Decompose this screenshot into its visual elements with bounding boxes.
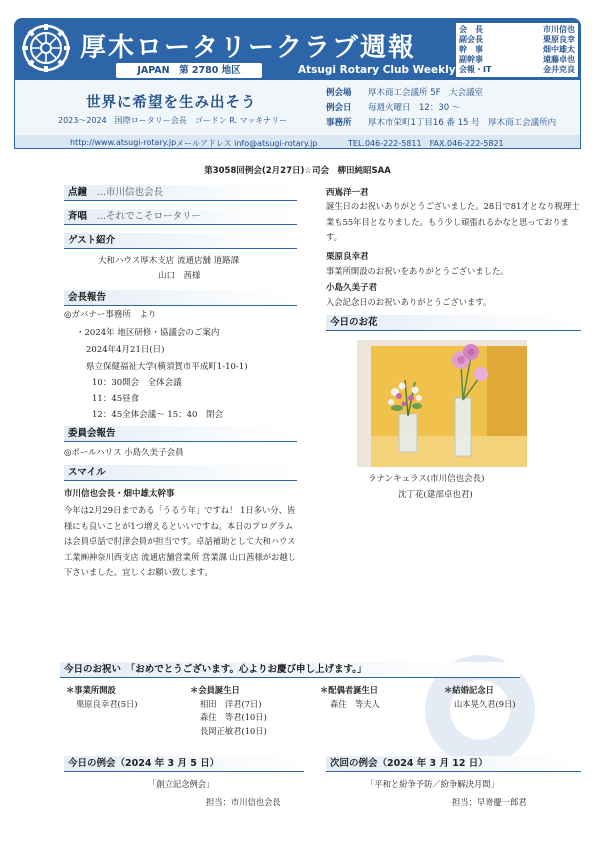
rotary-wheel-logo <box>22 24 70 72</box>
website-link[interactable]: http://www.atsugi-rotary.jp <box>70 138 177 147</box>
officer-name: 畑中雄太 <box>543 45 575 54</box>
report-line: ・2024年 地区研修・協議会のご案内 <box>76 328 220 338</box>
celebration-column <box>320 684 380 711</box>
smile-entry-text: 入会記念日のお祝いありがとうございます。 <box>326 297 492 307</box>
flower-caption-2: 沈丁花(建部卓也君) <box>398 490 473 500</box>
officer-role: 副会長 <box>459 35 483 44</box>
smile-entry-name: 西嶌洋一君 <box>326 188 369 198</box>
report-line: 10：30開会 全体会議 <box>92 378 182 388</box>
celebration-label: ＊会員誕生日 <box>190 685 240 695</box>
celebration-label: ＊結婚記念日 <box>444 685 494 695</box>
officer-role: 会報・IT <box>459 65 492 74</box>
next-program: 「平和と紛争予防／紛争解決月間」 <box>366 779 499 789</box>
report-heading: 会長報告 <box>64 290 297 306</box>
ri-president: 2023～2024 国際ロータリー会長 ゴードン R. マッキナリー <box>58 116 288 125</box>
today-charge: 担当：市川信也会長 <box>206 797 281 807</box>
celebration-column <box>444 684 516 711</box>
meeting-info-value: 厚木市栄町1丁目16 番 15 号 厚木商工会議所内 <box>368 118 557 128</box>
today-meeting-heading: 今日の例会（2024 年 3 月 5 日） <box>64 756 304 772</box>
smile-entry-text: 誕生日のお祝いありがとうございました。28日で81才となり税理士業も55年目となりました。もう少し頑張れるかなと思っております。 <box>326 201 580 242</box>
email-link[interactable]: メールアドレス info@atsugi-rotary.jp <box>176 139 318 148</box>
song-section <box>64 209 297 225</box>
celebration-heading: 今日のお祝い <box>64 664 122 675</box>
celebration-column <box>66 684 138 711</box>
officer-role: 会 長 <box>459 25 483 34</box>
meeting-info-label: 例会場 <box>326 88 352 98</box>
song-text: …それでこそロータリー <box>96 211 202 222</box>
song-heading: 斉唱 <box>68 211 88 222</box>
english-title: Atsugi Rotary Club Weekly <box>298 64 456 76</box>
officer-name: 遠藤卓也 <box>543 55 575 64</box>
report-line: 11：45昼食 <box>92 394 140 404</box>
meeting-info-value: 厚木商工会議所 5F 大会議室 <box>368 88 484 98</box>
guest-heading: ゲスト紹介 <box>64 233 297 249</box>
officer-role: 副幹事 <box>459 55 483 64</box>
report-line: ◎ガバナー事務所 より <box>64 310 157 320</box>
tel-fax: TEL.046-222-5811 FAX.046-222-5821 <box>348 139 504 148</box>
meeting-info-value: 毎週火曜日 12：30 ～ <box>368 103 461 113</box>
smile-text: 今年は2月29日まである「うるう年」ですね！ 1日多い分、皆様にも良いことが1つ増えるといいですね。本日のプログラムは会員卓話で肘津会員が担当です。卓話補助として大和ハウス工業㈱神奈川西支店 流通店舗営業所 営業課 山口茜様がお越し下さいました。宜しくお願い致します。 <box>64 505 296 578</box>
flower-photo <box>357 340 527 467</box>
officer-name: 市川信也 <box>543 25 575 34</box>
smile-entry-text: 事業所開設のお祝いをありがとうございました。 <box>326 266 509 276</box>
celebration-label: ＊事業所開設 <box>66 685 116 695</box>
officer-name: 栗原良幸 <box>543 35 575 44</box>
flower-caption-1: ラナンキュラス(市川信也会長) <box>368 474 485 484</box>
meeting-info-label: 事務所 <box>326 118 352 128</box>
smile-subheading: 市川信也会長・畑中雄太幹事 <box>64 489 175 499</box>
celebration-section <box>60 662 520 678</box>
guest-line-2: 山口 茜様 <box>158 271 201 281</box>
meeting-number-line: 第3058回例会(2月27日)☆司会 柳田純昭SAA <box>204 166 391 176</box>
guest-line-1: 大和ハウス厚木支店 流通店舗 道路課 <box>98 256 240 266</box>
flower-heading: 今日のお花 <box>326 315 581 331</box>
celebration-name: 森住 等君(10日) <box>200 712 267 722</box>
district-label: JAPAN 第 2780 地区 <box>116 63 262 78</box>
report-line: 12：45全体会議～ 15：40 閉会 <box>92 410 223 420</box>
meeting-info <box>326 86 582 131</box>
officers-box <box>456 23 578 77</box>
celebration-name: 長岡正敏君(10日) <box>200 725 267 736</box>
next-meeting-heading: 次回の例会（2024 年 3 月 12 日） <box>326 756 581 772</box>
newsletter-title: 厚木ロータリークラブ週報 <box>80 33 417 63</box>
next-charge: 担当：早嵜慶一郎君 <box>452 797 527 807</box>
bell-text: …市川信也会長 <box>96 187 164 198</box>
smile-entry-name: 小島久美子君 <box>326 283 378 293</box>
officer-role: 幹 事 <box>459 45 483 54</box>
celebration-name: 山本晃久君(9日) <box>454 698 516 709</box>
bell-heading: 点鐘 <box>68 187 88 198</box>
officer-name: 金井克良 <box>543 65 575 74</box>
celebration-column <box>190 684 267 738</box>
bell-section <box>64 185 297 201</box>
smile-entry-name: 栗原良幸君 <box>326 252 369 262</box>
ri-theme: 世界に希望を生み出そう <box>86 94 257 111</box>
celebration-label: ＊配偶者誕生日 <box>320 685 379 695</box>
celebration-name: 相田 洋君(7日) <box>200 698 262 709</box>
smile-heading: スマイル <box>64 465 297 481</box>
celebration-name: 森住 等夫人 <box>330 698 380 709</box>
committee-text: ◎ポールハリス 小島久美子会員 <box>64 448 184 458</box>
meeting-info-label: 例会日 <box>326 103 352 113</box>
celebration-name: 栗原良幸君(5日) <box>76 698 138 709</box>
report-line: 県立保健福祉大学(横須賀市平成町1-10-1) <box>86 362 248 372</box>
report-line: 2024年4月21日(日) <box>86 345 165 355</box>
celebration-message: 「おめでとうございます。心よりお慶び申し上げます。」 <box>130 664 367 675</box>
committee-heading: 委員会報告 <box>64 426 297 442</box>
today-program: 「創立記念例会」 <box>148 779 215 789</box>
